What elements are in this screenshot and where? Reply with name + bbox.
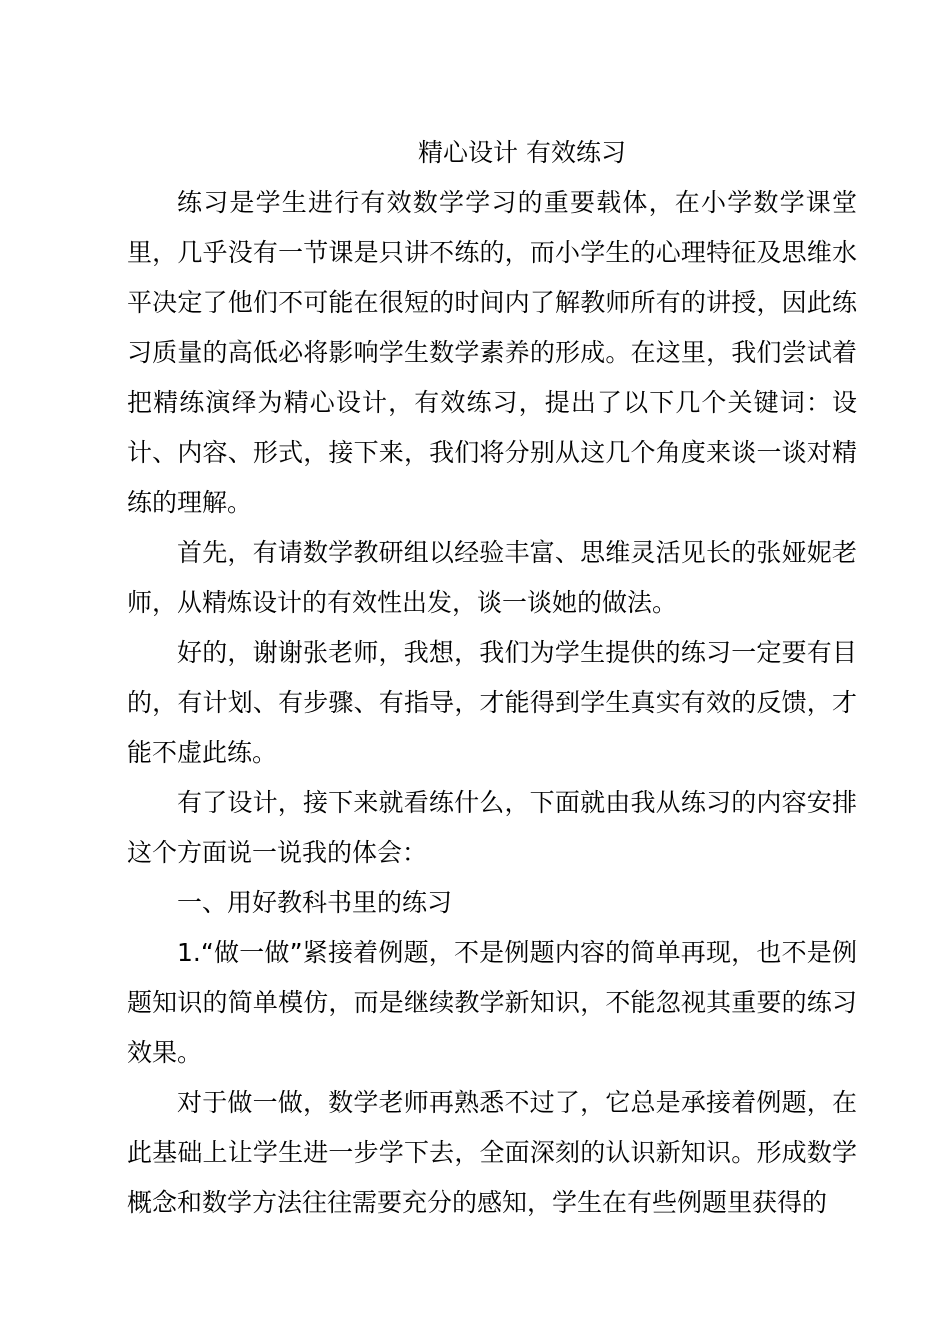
paragraph-content-arrangement: 有了设计，接下来就看练什么，下面就由我从练习的内容安排这个方面说一说我的体会： [127, 788, 857, 867]
paragraph-intro: 练习是学生进行有效数学学习的重要载体，在小学数学课堂里，几乎没有一节课是只讲不练的，而小学生的心理特征及思维水平决定了他们不可能在很短的时间内了解教师所有的讲授，因此练习质量的高低必将影响学生数学素养的形成。在这里，我们尝试着把精练演绎为精心设计，有效练习，提出了以下几个关键词：设计、内容、形式，接下来，我们将分别从这几个角度来谈一谈对精练的理解。 [127, 188, 857, 517]
paragraph-point-1: 1.“做一做”紧接着例题，不是例题内容的简单再现，也不是例题知识的简单模仿，而是继续教学新知识，不能忽视其重要的练习效果。 [127, 938, 857, 1067]
section-heading: 一、用好教科书里的练习 [177, 888, 453, 917]
paragraph-do-it: 对于做一做，数学老师再熟悉不过了，它总是承接着例题，在此基础上让学生进一步学下去，全面深刻的认识新知识。形成数学概念和数学方法往往需要充分的感知，学生在有些例题里获得的 [127, 1088, 857, 1217]
paragraph-introduce-speaker: 首先，有请数学教研组以经验丰富、思维灵活见长的张娅妮老师，从精炼设计的有效性出发，谈一谈她的做法。 [127, 538, 857, 617]
document-body [127, 128, 857, 1228]
document-title: 精心设计 有效练习 [418, 138, 626, 167]
paragraph-response: 好的，谢谢张老师，我想，我们为学生提供的练习一定要有目的，有计划、有步骤、有指导，才能得到学生真实有效的反馈，才能不虚此练。 [127, 638, 857, 767]
